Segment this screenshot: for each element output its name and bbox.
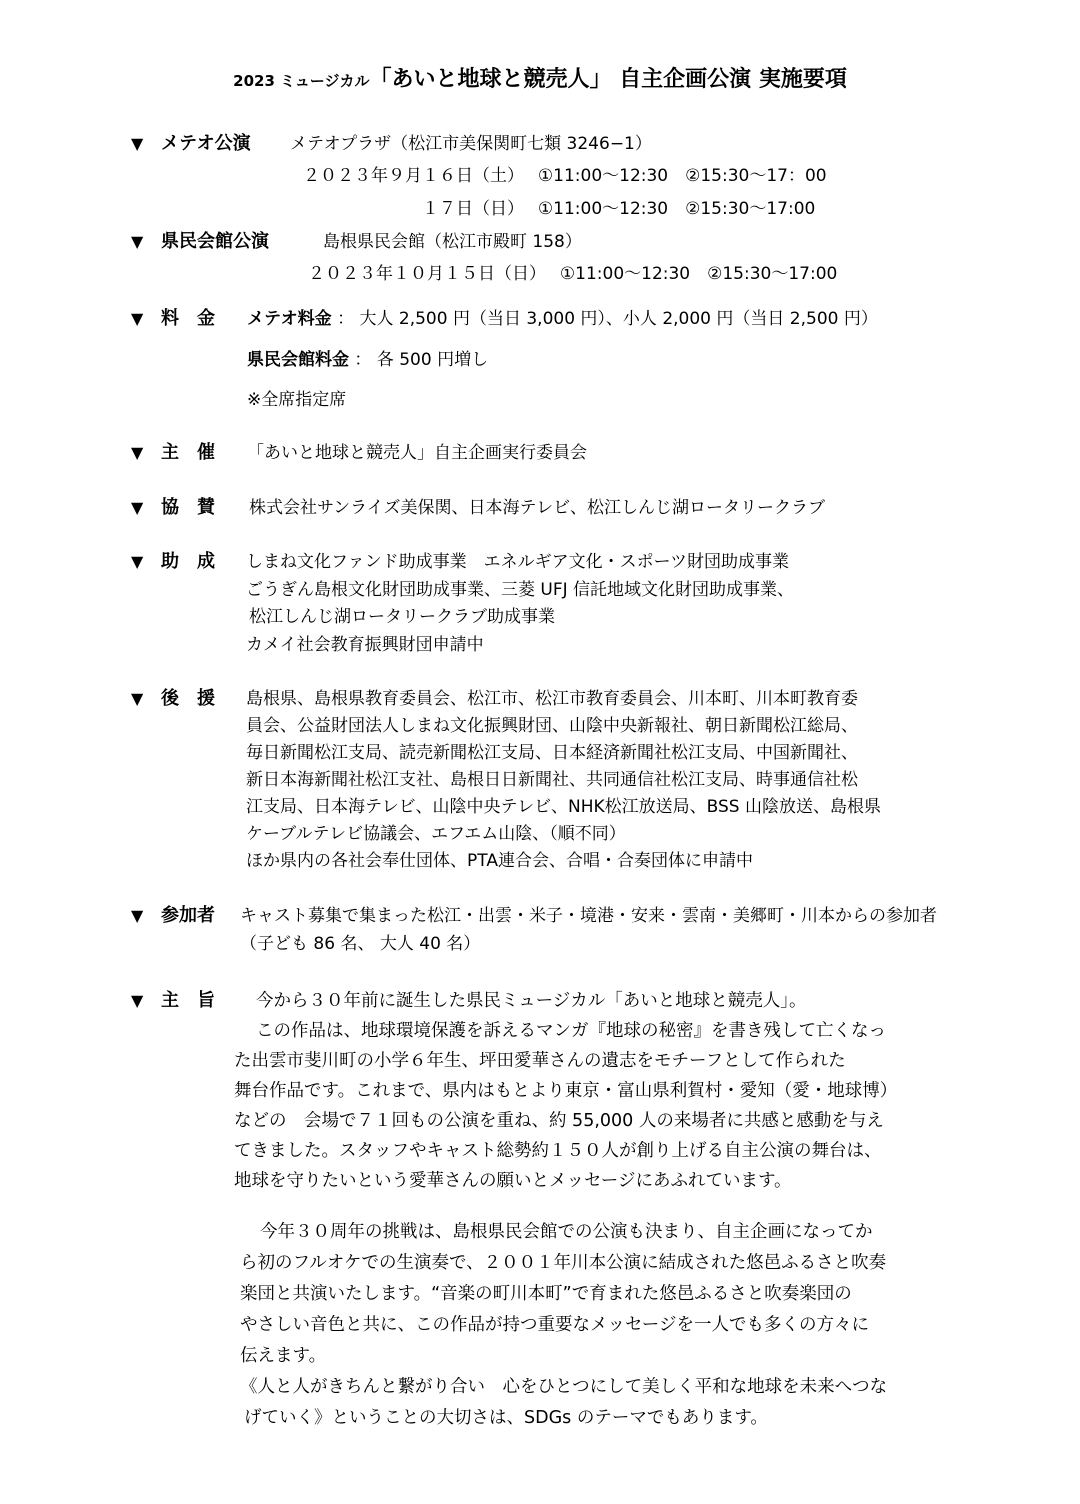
section-marker-icon: ▼ [131, 689, 144, 708]
meteo-date-2: １７日（日） ①11:00～12:30 ②15:30～17:00 [422, 199, 816, 219]
grant-line: ごうぎん島根文化財団助成事業、三菱 UFJ 信託地域文化財団助成事業、 [246, 580, 795, 600]
fee-kenmin-value: ： 各 500 円増し [354, 350, 489, 370]
grant-line: カメイ社会教育振興財団申請中 [246, 635, 484, 655]
purpose-line: 《人と人がきちんと繋がり合い 心をひとつにして美しく平和な地球を未来へつな [240, 1377, 888, 1397]
organizer-value: 「あいと地球と競売人」自主企画実行委員会 [247, 443, 587, 463]
support-label: 後 援 [161, 688, 215, 709]
support-line: ほか県内の各社会奉仕団体、PTA連合会、合唱・合奏団体に申請中 [246, 851, 753, 871]
purpose-line: この作品は、地球環境保護を訴えるマンガ『地球の秘密』を書き残して亡くなっ [256, 1021, 886, 1041]
purpose-line: 地球を守りたいという愛華さんの願いとメッセージにあふれています。 [234, 1171, 792, 1191]
support-line: 江支局、日本海テレビ、山陰中央テレビ、NHK松江放送局、BSS 山陰放送、島根県 [246, 797, 881, 817]
kenmin-venue: 島根県民会館（松江市殿町 158） [323, 232, 582, 252]
purpose-line: げていく》ということの大切さは、SDGs のテーマでもあります。 [244, 1408, 768, 1428]
section-marker-icon: ▼ [131, 443, 144, 462]
fee-meteo-value: ： 大人 2,500 円（当日 3,000 円）、小人 2,000 円（当日 2,500 円） [337, 309, 878, 329]
purpose-line: 舞台作品です。これまで、県内はもとより東京・富山県利賀村・愛知（愛・地球博） [234, 1081, 898, 1101]
meteo-date-1: ２０２３年９月１６日（土） ①11:00～12:30 ②15:30～17：00 [303, 166, 827, 186]
purpose-label: 主 旨 [161, 990, 215, 1011]
kenmin-date: ２０２３年１０月１５日（日） ①11:00～12:30 ②15:30～17:00 [308, 264, 838, 284]
section-marker-icon: ▼ [131, 906, 144, 925]
section-marker-icon: ▼ [131, 309, 144, 328]
purpose-line: 今から３０年前に誕生した県民ミュージカル「あいと地球と競売人」。 [256, 991, 807, 1011]
purpose-line: やさしい音色と共に、この作品が持つ重要なメッセージを一人でも多くの方々に [240, 1315, 869, 1335]
title-main: 「あいと地球と競売人」 自主企画公演 実施要項 [369, 67, 847, 92]
section-marker-icon: ▼ [131, 232, 144, 251]
section-marker-icon: ▼ [131, 552, 144, 571]
grant-label: 助 成 [161, 551, 215, 572]
meteo-venue: メテオプラザ（松江市美保関町七類 3246−1） [290, 134, 652, 154]
grant-line: しまね文化ファンド助成事業 エネルギア文化・スポーツ財団助成事業 [246, 552, 789, 572]
purpose-line: 楽団と共演いたします。“音楽の町川本町”で育まれた悠邑ふるさと吹奏楽団の [240, 1284, 852, 1304]
meteo-label: メテオ公演 [161, 133, 251, 154]
fee-meteo [247, 307, 878, 331]
page-title [0, 62, 1080, 93]
purpose-line: 伝えます。 [240, 1346, 327, 1366]
section-marker-icon: ▼ [131, 498, 144, 517]
section-marker-icon: ▼ [131, 991, 144, 1010]
support-line: 島根県、島根県教育委員会、松江市、松江市教育委員会、川本町、川本町教育委 [246, 689, 858, 709]
fee-label: 料 金 [161, 308, 215, 329]
fee-kenmin [247, 348, 488, 372]
section-marker-icon: ▼ [131, 134, 144, 153]
purpose-line: などの 会場で７１回もの公演を重ね、約 55,000 人の来場者に共感と感動を与え [234, 1111, 884, 1131]
sponsor-label: 協 賛 [161, 497, 215, 518]
purpose-line: た出雲市斐川町の小学６年生、坪田愛華さんの遺志をモチーフとして作られた [234, 1051, 846, 1071]
fee-note: ※全席指定席 [247, 390, 347, 410]
purpose-line: てきました。スタッフやキャスト総勢約１５０人が創り上げる自主公演の舞台は、 [234, 1141, 882, 1161]
participants-label: 参加者 [161, 905, 215, 926]
support-line: 員会、公益財団法人しまね文化振興財団、山陰中央新報社、朝日新聞松江総局、 [246, 716, 858, 736]
participants-line: キャスト募集で集まった松江・出雲・米子・境港・安来・雲南・美郷町・川本からの参加者 [240, 906, 937, 926]
fee-meteo-label: メテオ料金 [247, 309, 332, 329]
support-line: ケーブルテレビ協議会、エフエム山陰、（順不同） [246, 824, 626, 844]
kenmin-label: 県民会館公演 [161, 231, 269, 252]
grant-line: 松江しんじ湖ロータリークラブ助成事業 [249, 607, 555, 627]
support-line: 新日本海新聞社松江支社、島根日日新聞社、共同通信社松江支局、時事通信社松 [246, 770, 858, 790]
purpose-line: ら初のフルオケでの生演奏で、２００１年川本公演に結成された悠邑ふるさと吹奏 [240, 1253, 887, 1273]
sponsor-value: 株式会社サンライズ美保関、日本海テレビ、松江しんじ湖ロータリークラブ [249, 498, 825, 518]
support-line: 毎日新聞松江支局、読売新聞松江支局、日本経済新聞社松江支局、中国新聞社、 [246, 743, 858, 763]
title-prefix: 2023 ミュージカル [233, 72, 370, 90]
fee-kenmin-label: 県民会館料金 [247, 350, 349, 370]
purpose-line: 今年３０周年の挑戦は、島根県民会館での公演も決まり、自主企画になってか [260, 1222, 873, 1242]
organizer-label: 主 催 [161, 442, 215, 463]
participants-line: （子ども 86 名、 大人 40 名） [240, 934, 481, 954]
